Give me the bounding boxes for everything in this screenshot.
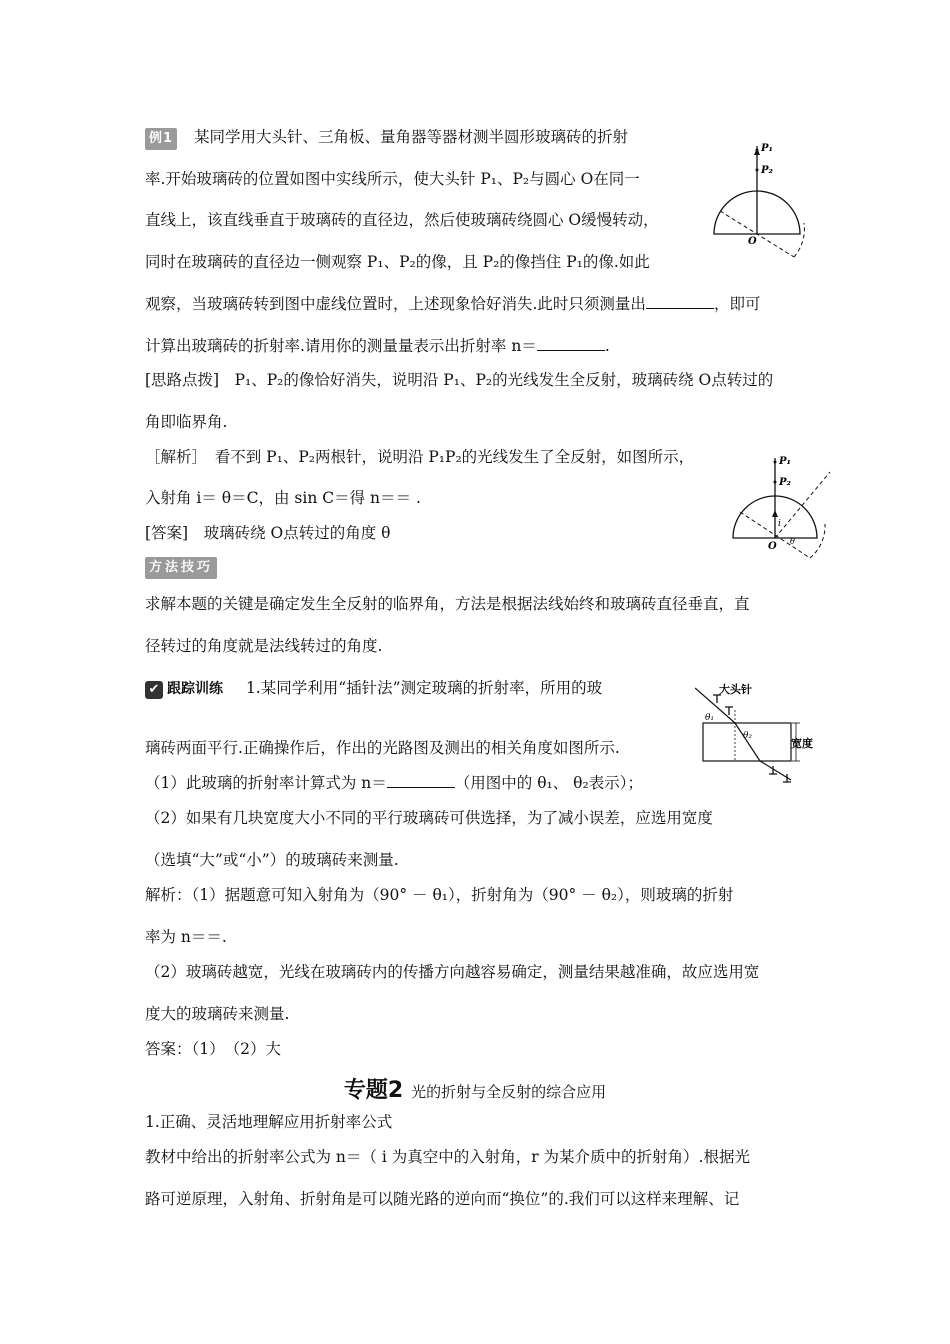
training-line-1 — [145, 678, 602, 699]
fig3-refracted-ray — [735, 723, 760, 761]
example-text-6b: . — [604, 337, 610, 355]
answer-blank-1 — [646, 294, 714, 309]
training-solution-2: 率为 n＝＝. — [145, 928, 227, 946]
training-q1-text-a: （1）此玻璃的折射率计算式为 n＝ — [145, 774, 387, 792]
example-text-1: 某同学用大头针、三角板、量角器等器材测半圆形玻璃砖的折射 — [193, 128, 628, 146]
fig3-label-theta2: θ₂ — [743, 731, 753, 741]
fig3-label-width: 宽度 — [791, 737, 813, 750]
fig3-pin-2 — [725, 707, 733, 715]
training-q1 — [145, 773, 643, 793]
topic-2-line-2: 路可逆原理，入射角、折射角是可以随光路的逆向而“换位”的.我们可以这样来理解、记 — [145, 1190, 740, 1208]
example-line-5 — [145, 294, 760, 314]
training-q1-text-b: （用图中的 θ₁、 θ₂表示）； — [454, 774, 643, 792]
training-answer: 答案：（1） （2）大 — [145, 1040, 281, 1058]
topic-2-subheading: 1.正确、灵活地理解应用折射率公式 — [145, 1113, 393, 1131]
method-badge: 方法技巧 — [145, 557, 217, 579]
topic-2-heading — [0, 1073, 950, 1104]
fig2-label-i: i — [778, 519, 781, 529]
hint-line-1: [思路点拨] P₁、P₂的像恰好消失，说明沿 P₁、P₂的光线发生全反射，玻璃砖绕 O点转过的 — [145, 371, 774, 389]
fig1-pin-p1 — [756, 149, 759, 152]
example-badge: 例1 — [145, 128, 177, 150]
fig3-emergent-ray — [760, 761, 791, 780]
example-text-6a: 计算出玻璃砖的折射率.请用你的测量量表示出折射率 n＝ — [145, 337, 537, 355]
fig1-label-o: O — [748, 236, 757, 247]
analysis-line-2: 入射角 i＝ θ＝C，由 sin C＝得 n＝＝ . — [145, 489, 421, 507]
training-solution-4: 度大的玻璃砖来测量. — [145, 1005, 290, 1023]
topic-2-title: 光的折射与全反射的综合应用 — [411, 1083, 607, 1101]
example-line-6 — [145, 336, 610, 356]
example-line-2: 率.开始玻璃砖的位置如图中实线所示，使大头针 P₁、P₂与圆心 O在同一 — [145, 170, 640, 188]
fig2-label-p1: P₁ — [779, 456, 791, 467]
example-text-5b: ，即可 — [713, 295, 761, 313]
fig2-label-p2: P₂ — [779, 477, 791, 488]
example-line-1 — [145, 127, 628, 150]
answer-blank-3 — [387, 773, 455, 788]
hint-line-2: 角即临界角. — [145, 413, 228, 431]
semicircle-figure-2 — [730, 452, 840, 562]
training-badge: 跟踪训练 — [167, 681, 223, 697]
training-line-2: 璃砖两面平行.正确操作后，作出的光路图及测出的相关角度如图所示. — [145, 739, 620, 757]
check-icon: ✔ — [145, 681, 163, 699]
fig2-label-o: O — [768, 541, 777, 552]
training-solution-3: （2）玻璃砖越宽，光线在玻璃砖内的传播方向越容易确定，测量结果越准确，故应选用宽 — [145, 963, 760, 981]
semicircle-figure-1 — [710, 138, 820, 258]
example-line-3: 直线上，该直线垂直于玻璃砖的直径边，然后使玻璃砖绕圆心 O缓慢转动， — [145, 211, 659, 229]
training-q2a: （2）如果有几块宽度大小不同的平行玻璃砖可供选择，为了减小误差，应选用宽度 — [145, 809, 713, 827]
fig1-label-p2: P₂ — [761, 165, 773, 176]
answer-blank-2 — [537, 336, 605, 351]
fig2-dashed-arc — [810, 524, 825, 558]
method-badge-line — [145, 556, 217, 579]
fig2-label-theta: θ — [790, 537, 795, 546]
glass-slab-figure — [695, 680, 820, 785]
training-q2b: （选填“大”或“小”）的玻璃砖来测量. — [145, 851, 399, 869]
training-text-1: 1.某同学利用“插针法”测定玻璃的折射率，所用的玻 — [245, 679, 603, 697]
analysis-line-1: ［解析］ 看不到 P₁、P₂两根针，说明沿 P₁P₂的光线发生了全反射，如图所示， — [145, 448, 695, 466]
fig2-pin-p2 — [774, 481, 777, 484]
method-line-2: 径转过的角度就是法线转过的角度. — [145, 637, 383, 655]
example-text-5a: 观察，当玻璃砖转到图中虚线位置时，上述现象恰好消失.此时只须测量出 — [145, 295, 646, 313]
fig1-label-p1: P₁ — [761, 143, 773, 154]
fig3-pin-1 — [713, 695, 721, 703]
fig2-arrow — [772, 510, 778, 517]
example-line-4: 同时在玻璃砖的直径边一侧观察 P₁、P₂的像，且 P₂的像挡住 P₁的像.如此 — [145, 253, 650, 271]
training-solution-1: 解析：（1）据题意可知入射角为（90° － θ₁），折射角为（90° － θ₂），则玻璃的折射 — [145, 886, 734, 904]
topic-2-line-1: 教材中给出的折射率公式为 n＝（ i 为真空中的入射角，r 为某介质中的折射角）.根据光 — [145, 1148, 750, 1166]
fig3-label-theta1: θ₁ — [705, 713, 715, 723]
topic-2-number: 专题2 — [343, 1078, 404, 1103]
fig2-pin-p1 — [774, 461, 777, 464]
fig3-label-pin: 大头针 — [719, 683, 752, 696]
fig1-pin-p2 — [756, 169, 759, 172]
answer-line: [答案] 玻璃砖绕 O点转过的角度 θ — [145, 524, 391, 542]
method-line-1: 求解本题的关键是确定发生全反射的临界角，方法是根据法线始终和玻璃砖直径垂直，直 — [145, 595, 750, 613]
